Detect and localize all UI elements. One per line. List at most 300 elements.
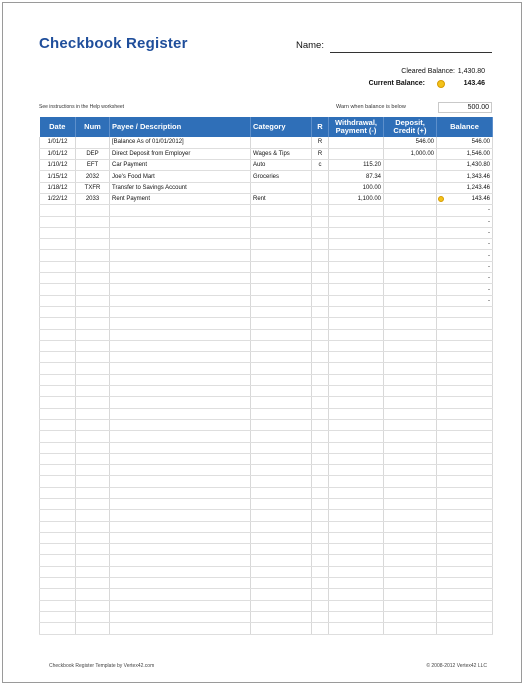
cell-date[interactable] bbox=[40, 623, 76, 634]
cell-category[interactable] bbox=[251, 453, 312, 464]
cell-category[interactable] bbox=[251, 284, 312, 295]
cell-withdrawal[interactable] bbox=[329, 148, 384, 159]
table-row[interactable] bbox=[40, 295, 493, 306]
cell-r[interactable] bbox=[312, 578, 329, 589]
table-row[interactable] bbox=[40, 216, 493, 227]
table-row[interactable] bbox=[40, 205, 493, 216]
cell-deposit[interactable] bbox=[384, 510, 437, 521]
cell-category[interactable] bbox=[251, 386, 312, 397]
cell-payee[interactable] bbox=[110, 544, 251, 555]
cell-category[interactable] bbox=[251, 250, 312, 261]
cell-num[interactable] bbox=[76, 544, 110, 555]
cell-r[interactable]: R bbox=[312, 137, 329, 148]
cell-payee[interactable] bbox=[110, 623, 251, 634]
cell-payee[interactable] bbox=[110, 419, 251, 430]
cell-withdrawal[interactable] bbox=[329, 284, 384, 295]
cell-r[interactable] bbox=[312, 611, 329, 622]
cell-date[interactable] bbox=[40, 205, 76, 216]
cell-category[interactable] bbox=[251, 442, 312, 453]
cell-r[interactable] bbox=[312, 566, 329, 577]
cell-category[interactable] bbox=[251, 499, 312, 510]
table-row[interactable] bbox=[40, 273, 493, 284]
cell-r[interactable] bbox=[312, 216, 329, 227]
cell-date[interactable] bbox=[40, 408, 76, 419]
cell-payee[interactable]: Rent Payment bbox=[110, 193, 251, 204]
cell-category[interactable] bbox=[251, 487, 312, 498]
cell-deposit[interactable] bbox=[384, 306, 437, 317]
cell-withdrawal[interactable] bbox=[329, 521, 384, 532]
cell-r[interactable] bbox=[312, 363, 329, 374]
cell-withdrawal[interactable] bbox=[329, 555, 384, 566]
cell-category[interactable] bbox=[251, 623, 312, 634]
cell-category[interactable] bbox=[251, 510, 312, 521]
cell-deposit[interactable] bbox=[384, 578, 437, 589]
table-row[interactable] bbox=[40, 555, 493, 566]
cell-num[interactable] bbox=[76, 374, 110, 385]
cell-deposit[interactable] bbox=[384, 227, 437, 238]
cell-category[interactable]: Auto bbox=[251, 160, 312, 171]
table-row[interactable] bbox=[40, 250, 493, 261]
cell-r[interactable] bbox=[312, 239, 329, 250]
cell-deposit[interactable] bbox=[384, 374, 437, 385]
cell-category[interactable] bbox=[251, 239, 312, 250]
cell-withdrawal[interactable] bbox=[329, 318, 384, 329]
cell-payee[interactable]: [Balance As of 01/01/2012] bbox=[110, 137, 251, 148]
cell-num[interactable] bbox=[76, 453, 110, 464]
cell-date[interactable] bbox=[40, 216, 76, 227]
cell-r[interactable] bbox=[312, 193, 329, 204]
cell-date[interactable] bbox=[40, 374, 76, 385]
table-row[interactable] bbox=[40, 397, 493, 408]
cell-r[interactable] bbox=[312, 589, 329, 600]
cell-withdrawal[interactable] bbox=[329, 499, 384, 510]
cell-category[interactable] bbox=[251, 182, 312, 193]
cell-date[interactable] bbox=[40, 510, 76, 521]
cell-payee[interactable] bbox=[110, 442, 251, 453]
cell-withdrawal[interactable] bbox=[329, 227, 384, 238]
cell-date[interactable] bbox=[40, 532, 76, 543]
name-field[interactable] bbox=[330, 52, 492, 53]
cell-payee[interactable] bbox=[110, 611, 251, 622]
table-row[interactable] bbox=[40, 499, 493, 510]
cell-num[interactable]: EFT bbox=[76, 160, 110, 171]
cell-withdrawal[interactable] bbox=[329, 261, 384, 272]
cell-withdrawal[interactable] bbox=[329, 566, 384, 577]
cell-deposit[interactable] bbox=[384, 397, 437, 408]
cell-category[interactable] bbox=[251, 216, 312, 227]
cell-deposit[interactable] bbox=[384, 193, 437, 204]
cell-category[interactable] bbox=[251, 295, 312, 306]
cell-withdrawal[interactable] bbox=[329, 329, 384, 340]
cell-date[interactable]: 1/15/12 bbox=[40, 171, 76, 182]
cell-deposit[interactable] bbox=[384, 442, 437, 453]
cell-payee[interactable] bbox=[110, 566, 251, 577]
table-row[interactable] bbox=[40, 137, 493, 148]
cell-r[interactable] bbox=[312, 397, 329, 408]
cell-date[interactable] bbox=[40, 453, 76, 464]
cell-payee[interactable] bbox=[110, 431, 251, 442]
cell-payee[interactable] bbox=[110, 295, 251, 306]
cell-payee[interactable] bbox=[110, 600, 251, 611]
table-row[interactable] bbox=[40, 611, 493, 622]
cell-num[interactable] bbox=[76, 352, 110, 363]
cell-num[interactable] bbox=[76, 510, 110, 521]
cell-payee[interactable]: Transfer to Savings Account bbox=[110, 182, 251, 193]
cell-deposit[interactable] bbox=[384, 521, 437, 532]
cell-deposit[interactable] bbox=[384, 205, 437, 216]
table-row[interactable] bbox=[40, 566, 493, 577]
cell-num[interactable] bbox=[76, 419, 110, 430]
table-row[interactable] bbox=[40, 589, 493, 600]
cell-date[interactable] bbox=[40, 250, 76, 261]
table-row[interactable] bbox=[40, 239, 493, 250]
cell-num[interactable] bbox=[76, 408, 110, 419]
cell-num[interactable] bbox=[76, 532, 110, 543]
cell-date[interactable] bbox=[40, 566, 76, 577]
cell-num[interactable]: 2033 bbox=[76, 193, 110, 204]
table-row[interactable] bbox=[40, 352, 493, 363]
cell-category[interactable] bbox=[251, 544, 312, 555]
table-row[interactable] bbox=[40, 284, 493, 295]
cell-category[interactable] bbox=[251, 273, 312, 284]
table-row[interactable] bbox=[40, 306, 493, 317]
table-row[interactable] bbox=[40, 386, 493, 397]
cell-num[interactable]: TXFR bbox=[76, 182, 110, 193]
cell-withdrawal[interactable] bbox=[329, 487, 384, 498]
table-row[interactable] bbox=[40, 171, 493, 182]
cell-payee[interactable]: Direct Deposit from Employer bbox=[110, 148, 251, 159]
cell-withdrawal[interactable] bbox=[329, 600, 384, 611]
cell-withdrawal[interactable] bbox=[329, 465, 384, 476]
cell-category[interactable] bbox=[251, 374, 312, 385]
cell-category[interactable] bbox=[251, 521, 312, 532]
cell-payee[interactable]: Joe's Food Mart bbox=[110, 171, 251, 182]
cell-payee[interactable] bbox=[110, 386, 251, 397]
cell-date[interactable] bbox=[40, 239, 76, 250]
cell-deposit[interactable] bbox=[384, 250, 437, 261]
cell-category[interactable] bbox=[251, 555, 312, 566]
cell-num[interactable] bbox=[76, 521, 110, 532]
cell-num[interactable] bbox=[76, 340, 110, 351]
table-row[interactable] bbox=[40, 623, 493, 634]
cell-num[interactable] bbox=[76, 611, 110, 622]
cell-num[interactable] bbox=[76, 318, 110, 329]
cell-num[interactable]: 2032 bbox=[76, 171, 110, 182]
cell-date[interactable] bbox=[40, 419, 76, 430]
cell-num[interactable] bbox=[76, 397, 110, 408]
table-row[interactable] bbox=[40, 532, 493, 543]
cell-deposit[interactable] bbox=[384, 499, 437, 510]
cell-category[interactable] bbox=[251, 329, 312, 340]
table-row[interactable] bbox=[40, 340, 493, 351]
cell-r[interactable] bbox=[312, 329, 329, 340]
cell-category[interactable]: Wages & Tips bbox=[251, 148, 312, 159]
table-row[interactable] bbox=[40, 329, 493, 340]
cell-deposit[interactable] bbox=[384, 318, 437, 329]
cell-r[interactable] bbox=[312, 171, 329, 182]
cell-withdrawal[interactable]: 87.34 bbox=[329, 171, 384, 182]
cell-num[interactable] bbox=[76, 476, 110, 487]
cell-category[interactable] bbox=[251, 397, 312, 408]
cell-category[interactable] bbox=[251, 205, 312, 216]
cell-num[interactable] bbox=[76, 623, 110, 634]
cell-payee[interactable] bbox=[110, 273, 251, 284]
cell-num[interactable] bbox=[76, 250, 110, 261]
cell-payee[interactable] bbox=[110, 318, 251, 329]
cell-deposit[interactable] bbox=[384, 532, 437, 543]
table-row[interactable] bbox=[40, 600, 493, 611]
cell-payee[interactable] bbox=[110, 510, 251, 521]
cell-withdrawal[interactable] bbox=[329, 216, 384, 227]
cell-payee[interactable] bbox=[110, 374, 251, 385]
cell-num[interactable] bbox=[76, 578, 110, 589]
cell-r[interactable] bbox=[312, 600, 329, 611]
cell-r[interactable] bbox=[312, 510, 329, 521]
table-row[interactable] bbox=[40, 487, 493, 498]
cell-date[interactable] bbox=[40, 295, 76, 306]
cell-r[interactable] bbox=[312, 182, 329, 193]
table-row[interactable] bbox=[40, 148, 493, 159]
cell-deposit[interactable] bbox=[384, 623, 437, 634]
cell-r[interactable] bbox=[312, 250, 329, 261]
cell-deposit[interactable]: 546.00 bbox=[384, 137, 437, 148]
cell-withdrawal[interactable] bbox=[329, 544, 384, 555]
cell-withdrawal[interactable]: 100.00 bbox=[329, 182, 384, 193]
cell-date[interactable] bbox=[40, 363, 76, 374]
table-row[interactable] bbox=[40, 521, 493, 532]
cell-deposit[interactable] bbox=[384, 329, 437, 340]
cell-num[interactable] bbox=[76, 329, 110, 340]
cell-deposit[interactable] bbox=[384, 273, 437, 284]
cell-withdrawal[interactable]: 115.20 bbox=[329, 160, 384, 171]
cell-withdrawal[interactable] bbox=[329, 250, 384, 261]
cell-date[interactable] bbox=[40, 544, 76, 555]
cell-date[interactable]: 1/22/12 bbox=[40, 193, 76, 204]
cell-num[interactable] bbox=[76, 284, 110, 295]
cell-r[interactable] bbox=[312, 453, 329, 464]
cell-payee[interactable] bbox=[110, 408, 251, 419]
cell-r[interactable] bbox=[312, 227, 329, 238]
cell-payee[interactable] bbox=[110, 555, 251, 566]
cell-category[interactable] bbox=[251, 465, 312, 476]
cell-deposit[interactable] bbox=[384, 600, 437, 611]
cell-deposit[interactable] bbox=[384, 386, 437, 397]
cell-r[interactable] bbox=[312, 487, 329, 498]
table-row[interactable] bbox=[40, 318, 493, 329]
cell-date[interactable] bbox=[40, 578, 76, 589]
cell-payee[interactable] bbox=[110, 340, 251, 351]
cell-deposit[interactable]: 1,000.00 bbox=[384, 148, 437, 159]
cell-payee[interactable] bbox=[110, 521, 251, 532]
cell-r[interactable] bbox=[312, 499, 329, 510]
cell-category[interactable] bbox=[251, 137, 312, 148]
table-row[interactable] bbox=[40, 160, 493, 171]
cell-date[interactable] bbox=[40, 340, 76, 351]
table-row[interactable] bbox=[40, 476, 493, 487]
cell-payee[interactable] bbox=[110, 397, 251, 408]
cell-withdrawal[interactable] bbox=[329, 239, 384, 250]
cell-payee[interactable] bbox=[110, 239, 251, 250]
cell-category[interactable]: Rent bbox=[251, 193, 312, 204]
cell-payee[interactable]: Car Payment bbox=[110, 160, 251, 171]
cell-withdrawal[interactable] bbox=[329, 442, 384, 453]
cell-date[interactable] bbox=[40, 329, 76, 340]
cell-r[interactable]: c bbox=[312, 160, 329, 171]
table-row[interactable] bbox=[40, 544, 493, 555]
cell-category[interactable] bbox=[251, 408, 312, 419]
cell-date[interactable] bbox=[40, 465, 76, 476]
cell-num[interactable] bbox=[76, 499, 110, 510]
cell-r[interactable] bbox=[312, 205, 329, 216]
cell-deposit[interactable] bbox=[384, 544, 437, 555]
cell-withdrawal[interactable] bbox=[329, 453, 384, 464]
cell-category[interactable] bbox=[251, 600, 312, 611]
cell-date[interactable] bbox=[40, 600, 76, 611]
cell-num[interactable] bbox=[76, 487, 110, 498]
cell-category[interactable] bbox=[251, 227, 312, 238]
cell-num[interactable] bbox=[76, 589, 110, 600]
cell-num[interactable] bbox=[76, 216, 110, 227]
cell-payee[interactable] bbox=[110, 227, 251, 238]
cell-payee[interactable] bbox=[110, 205, 251, 216]
cell-payee[interactable] bbox=[110, 532, 251, 543]
cell-num[interactable] bbox=[76, 363, 110, 374]
cell-payee[interactable] bbox=[110, 465, 251, 476]
cell-payee[interactable] bbox=[110, 329, 251, 340]
cell-r[interactable]: R bbox=[312, 148, 329, 159]
cell-category[interactable] bbox=[251, 431, 312, 442]
cell-payee[interactable] bbox=[110, 284, 251, 295]
cell-r[interactable] bbox=[312, 465, 329, 476]
table-row[interactable] bbox=[40, 261, 493, 272]
cell-payee[interactable] bbox=[110, 261, 251, 272]
cell-category[interactable] bbox=[251, 578, 312, 589]
cell-date[interactable]: 1/01/12 bbox=[40, 137, 76, 148]
cell-r[interactable] bbox=[312, 273, 329, 284]
cell-payee[interactable] bbox=[110, 453, 251, 464]
cell-r[interactable] bbox=[312, 419, 329, 430]
cell-category[interactable] bbox=[251, 611, 312, 622]
warn-threshold-input[interactable]: 500.00 bbox=[438, 102, 492, 113]
cell-num[interactable]: DEP bbox=[76, 148, 110, 159]
cell-category[interactable] bbox=[251, 352, 312, 363]
cell-category[interactable] bbox=[251, 261, 312, 272]
cell-withdrawal[interactable] bbox=[329, 363, 384, 374]
cell-deposit[interactable] bbox=[384, 566, 437, 577]
cell-num[interactable] bbox=[76, 306, 110, 317]
cell-date[interactable] bbox=[40, 431, 76, 442]
cell-date[interactable] bbox=[40, 487, 76, 498]
cell-deposit[interactable] bbox=[384, 239, 437, 250]
cell-deposit[interactable] bbox=[384, 487, 437, 498]
cell-date[interactable] bbox=[40, 521, 76, 532]
cell-deposit[interactable] bbox=[384, 363, 437, 374]
table-row[interactable] bbox=[40, 227, 493, 238]
cell-deposit[interactable] bbox=[384, 476, 437, 487]
cell-deposit[interactable] bbox=[384, 419, 437, 430]
cell-withdrawal[interactable] bbox=[329, 532, 384, 543]
cell-withdrawal[interactable] bbox=[329, 623, 384, 634]
cell-date[interactable] bbox=[40, 318, 76, 329]
cell-r[interactable] bbox=[312, 521, 329, 532]
cell-date[interactable] bbox=[40, 273, 76, 284]
cell-r[interactable] bbox=[312, 352, 329, 363]
cell-date[interactable] bbox=[40, 306, 76, 317]
cell-r[interactable] bbox=[312, 374, 329, 385]
cell-category[interactable] bbox=[251, 306, 312, 317]
cell-date[interactable] bbox=[40, 589, 76, 600]
cell-withdrawal[interactable] bbox=[329, 137, 384, 148]
cell-withdrawal[interactable] bbox=[329, 408, 384, 419]
cell-date[interactable] bbox=[40, 227, 76, 238]
cell-deposit[interactable] bbox=[384, 611, 437, 622]
table-row[interactable] bbox=[40, 193, 493, 204]
cell-num[interactable] bbox=[76, 465, 110, 476]
cell-r[interactable] bbox=[312, 476, 329, 487]
cell-withdrawal[interactable] bbox=[329, 510, 384, 521]
cell-withdrawal[interactable] bbox=[329, 340, 384, 351]
cell-date[interactable] bbox=[40, 499, 76, 510]
cell-withdrawal[interactable] bbox=[329, 306, 384, 317]
cell-deposit[interactable] bbox=[384, 555, 437, 566]
cell-withdrawal[interactable] bbox=[329, 578, 384, 589]
cell-deposit[interactable] bbox=[384, 284, 437, 295]
table-row[interactable] bbox=[40, 363, 493, 374]
cell-withdrawal[interactable] bbox=[329, 611, 384, 622]
cell-deposit[interactable] bbox=[384, 352, 437, 363]
table-row[interactable] bbox=[40, 465, 493, 476]
cell-num[interactable] bbox=[76, 600, 110, 611]
cell-num[interactable] bbox=[76, 431, 110, 442]
cell-payee[interactable] bbox=[110, 216, 251, 227]
cell-category[interactable] bbox=[251, 340, 312, 351]
cell-category[interactable] bbox=[251, 566, 312, 577]
cell-date[interactable] bbox=[40, 352, 76, 363]
cell-date[interactable] bbox=[40, 284, 76, 295]
cell-num[interactable] bbox=[76, 137, 110, 148]
cell-withdrawal[interactable] bbox=[329, 419, 384, 430]
cell-category[interactable] bbox=[251, 476, 312, 487]
cell-deposit[interactable] bbox=[384, 216, 437, 227]
cell-category[interactable] bbox=[251, 532, 312, 543]
cell-r[interactable] bbox=[312, 318, 329, 329]
cell-r[interactable] bbox=[312, 306, 329, 317]
cell-payee[interactable] bbox=[110, 306, 251, 317]
cell-r[interactable] bbox=[312, 532, 329, 543]
cell-date[interactable]: 1/10/12 bbox=[40, 160, 76, 171]
cell-date[interactable] bbox=[40, 397, 76, 408]
cell-num[interactable] bbox=[76, 205, 110, 216]
cell-payee[interactable] bbox=[110, 476, 251, 487]
cell-payee[interactable] bbox=[110, 589, 251, 600]
cell-category[interactable] bbox=[251, 589, 312, 600]
cell-r[interactable] bbox=[312, 544, 329, 555]
cell-r[interactable] bbox=[312, 442, 329, 453]
cell-num[interactable] bbox=[76, 442, 110, 453]
cell-r[interactable] bbox=[312, 340, 329, 351]
cell-withdrawal[interactable] bbox=[329, 295, 384, 306]
table-row[interactable] bbox=[40, 408, 493, 419]
cell-payee[interactable] bbox=[110, 363, 251, 374]
cell-r[interactable] bbox=[312, 261, 329, 272]
cell-num[interactable] bbox=[76, 386, 110, 397]
cell-deposit[interactable] bbox=[384, 261, 437, 272]
table-row[interactable] bbox=[40, 182, 493, 193]
cell-category[interactable] bbox=[251, 419, 312, 430]
cell-withdrawal[interactable] bbox=[329, 386, 384, 397]
cell-withdrawal[interactable] bbox=[329, 205, 384, 216]
cell-date[interactable] bbox=[40, 386, 76, 397]
